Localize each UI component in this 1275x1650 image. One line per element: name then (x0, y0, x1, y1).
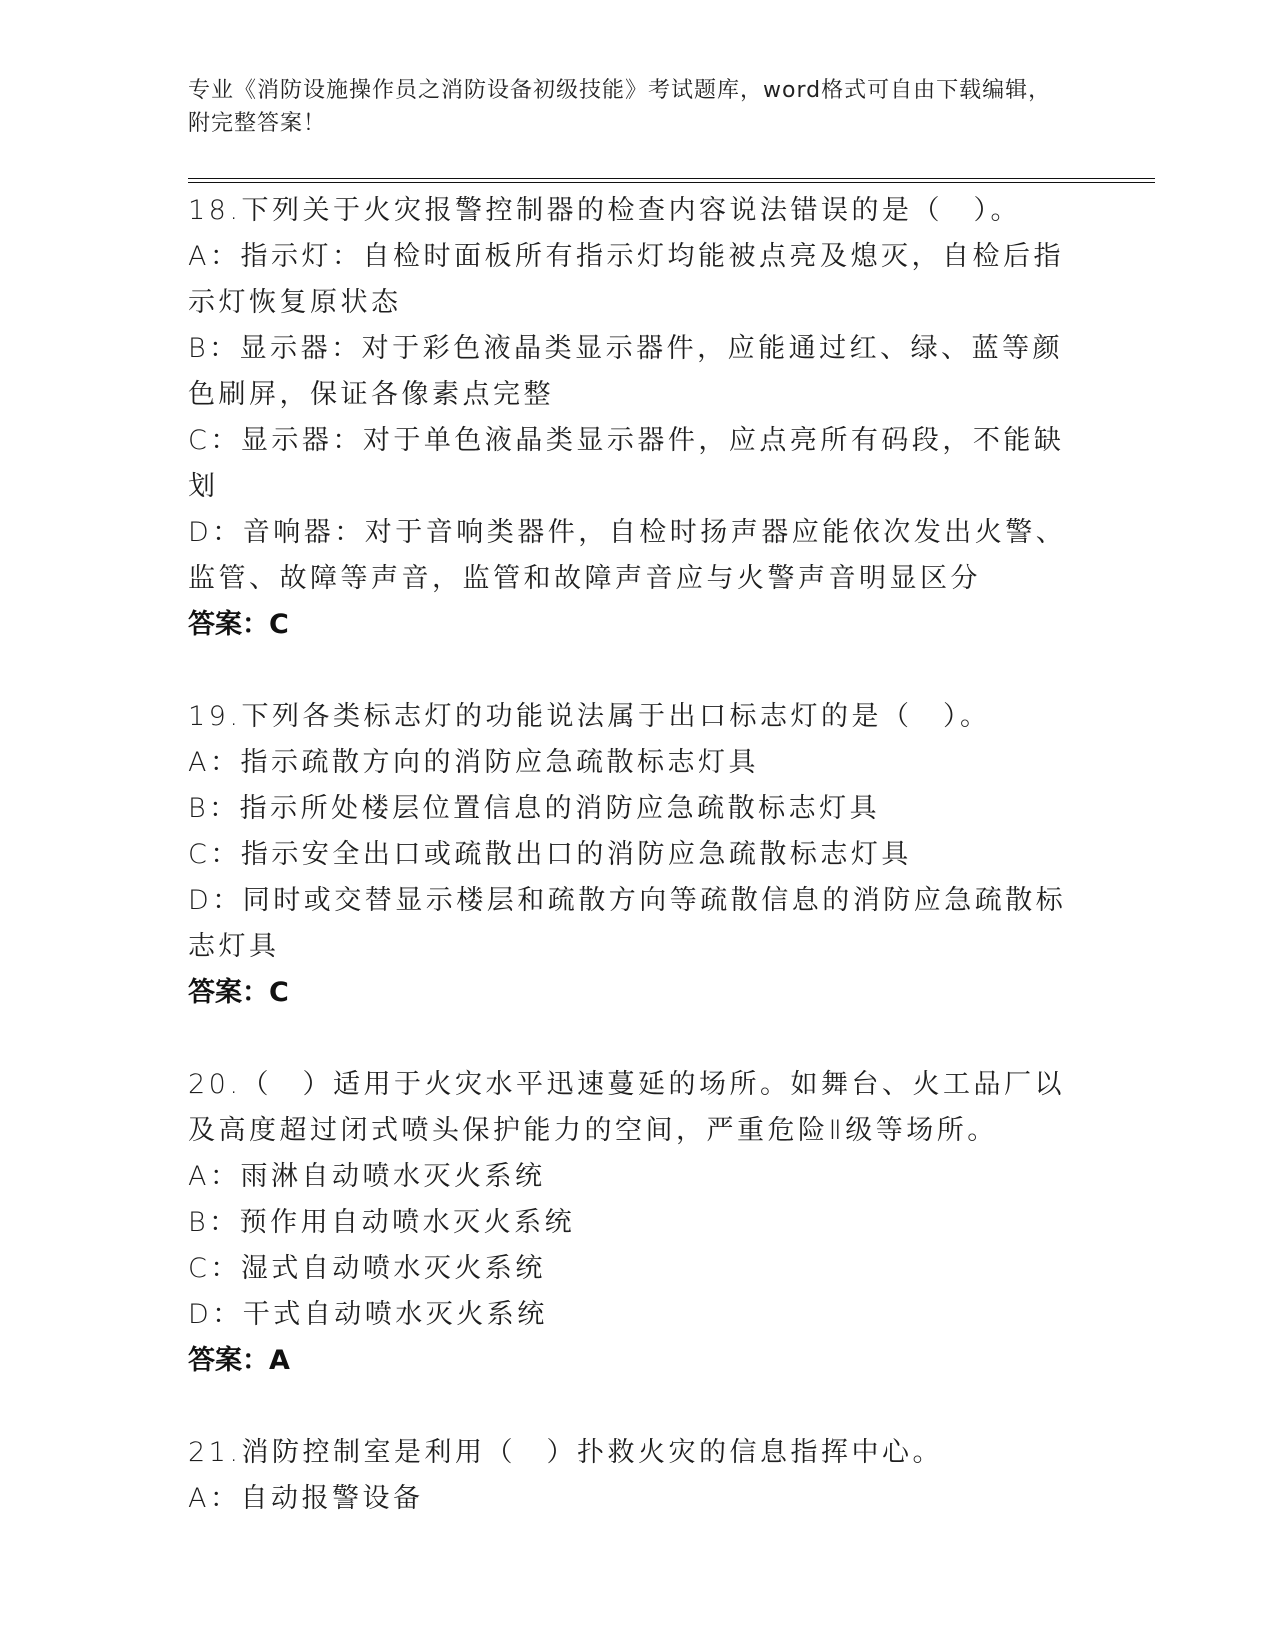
option-d: D：同时或交替显示楼层和疏散方向等疏散信息的消防应急疏散标志灯具 (188, 885, 1067, 962)
option-a: A：指示疏散方向的消防应急疏散标志灯具 (188, 747, 759, 778)
option-c: C：显示器：对于单色液晶类显示器件，应点亮所有码段，不能缺划 (188, 425, 1065, 502)
question-list (188, 188, 1088, 1568)
option-b: B：指示所处楼层位置信息的消防应急疏散标志灯具 (188, 793, 881, 824)
question-21 (188, 1430, 1088, 1522)
answer: 答案：C (188, 977, 289, 1008)
option-d: D：干式自动喷水灭火系统 (188, 1299, 548, 1330)
question-stem: 18.下列关于火灾报警控制器的检查内容说法错误的是（ ）。 (188, 195, 1021, 226)
page-header: 专业《消防设施操作员之消防设备初级技能》考试题库，word格式可自由下载编辑，附完整答案！ (188, 78, 1052, 136)
question-stem: 19.下列各类标志灯的功能说法属于出口标志灯的是（ ）。 (188, 701, 991, 732)
question-18 (188, 188, 1088, 648)
answer: 答案：A (188, 1345, 290, 1376)
option-a: A：自动报警设备 (188, 1483, 424, 1514)
question-stem: 21.消防控制室是利用（ ）扑救火灾的信息指挥中心。 (188, 1437, 943, 1468)
question-19 (188, 694, 1088, 1016)
option-b: B：预作用自动喷水灭火系统 (188, 1207, 576, 1238)
question-20 (188, 1062, 1088, 1384)
option-a: A：指示灯：自检时面板所有指示灯均能被点亮及熄灭，自检后指示灯恢复原状态 (188, 241, 1064, 318)
option-d: D：音响器：对于音响类器件，自检时扬声器应能依次发出火警、监管、故障等声音，监管和故障声音应与火警声音明显区分 (188, 517, 1067, 594)
option-b: B：显示器：对于彩色液晶类显示器件，应能通过红、绿、蓝等颜色刷屏，保证各像素点完整 (188, 333, 1064, 410)
question-stem: 20.（ ）适用于火灾水平迅速蔓延的场所。如舞台、火工品厂以及高度超过闭式喷头保护能力的空间，严重危险Ⅱ级等场所。 (188, 1069, 1065, 1146)
option-c: C：指示安全出口或疏散出口的消防应急疏散标志灯具 (188, 839, 912, 870)
option-a: A：雨淋自动喷水灭火系统 (188, 1161, 546, 1192)
answer: 答案：C (188, 609, 289, 640)
header-divider (188, 178, 1155, 183)
option-c: C：湿式自动喷水灭火系统 (188, 1253, 546, 1284)
